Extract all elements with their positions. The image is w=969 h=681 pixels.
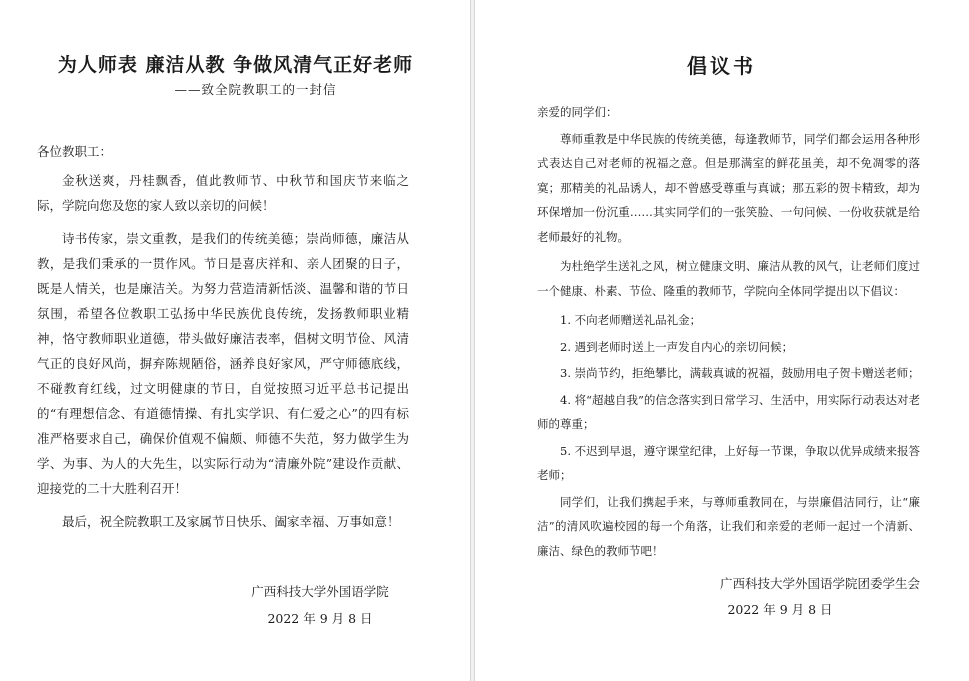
left-paragraph: 最后，祝全院教职工及家属节日快乐、阖家幸福、万事如意！ bbox=[62, 514, 400, 529]
proposal-item: 2. 遇到老师时送上一声发自内心的亲切问候； bbox=[560, 339, 794, 354]
left-letter-body bbox=[37, 168, 409, 542]
proposal-item: 3. 崇尚节约，拒绝攀比，满载真诚的祝福，鼓励用电子贺卡赠送老师； bbox=[560, 366, 920, 380]
proposal-item: 4. 将“超越自我”的信念落实到日常学习、生活中，用实际行动表达对老师的尊重； bbox=[537, 392, 920, 431]
right-paragraph: 为杜绝学生送礼之风，树立健康文明、廉洁从教的风气，让老师们度过一个健康、朴素、节俭、隆重的教师节，学院向全体同学提出以下倡议： bbox=[537, 259, 920, 298]
left-paragraph: 金秋送爽，丹桂飘香，值此教师节、中秋节和国庆节来临之际，学院向您及您的家人致以亲切的问候！ bbox=[37, 173, 409, 213]
right-closing-paragraph: 同学们，让我们携起手来，与尊师重教同在，与崇廉倡洁同行，让“廉洁”的清风吹遍校园的每一个角落，让我们和亲爱的老师一起过一个清新、廉洁、绿色的教师节吧！ bbox=[537, 494, 920, 558]
left-letter-salutation: 各位教职工： bbox=[37, 144, 113, 159]
right-letter-title: 倡议书 bbox=[687, 54, 756, 78]
right-letter-salutation: 亲爱的同学们： bbox=[537, 105, 618, 119]
left-letter-subtitle: ——致全院教职工的一封信 bbox=[174, 82, 337, 97]
left-paragraph: 诗书传家，崇文重教，是我们的传统美德；崇尚师德，廉洁从教，是我们秉承的一贯作风。节日是喜庆祥和、亲人团聚的日子，既是人情关，也是廉洁关。为努力营造清新恬淡、温馨和谐的节日氛围，希望各位教职工弘扬中华民族优良传统，发扬教师职业精神，恪守教师职业道德，带头做好廉洁表率，倡树文明节俭、风清气正的良好风尚，摒弃陈规陋俗，涵养良好家风，严守师德底线，不碰教育红线，过文明健康的节日，自觉按照习近平总书记提出的“有理想信念、有道德情操、有扎实学识、有仁爱之心”的四有标准严格要求自己，确保价值观不偏颇、师德不失范，努力做学生为学、为事、为人的大先生，以实际行动为“清廉外院”建设作贡献、迎接党的二十大胜利召开！ bbox=[37, 231, 409, 496]
proposal-item: 5. 不迟到早退，遵守课堂纪律，上好每一节课，争取以优异成绩来报答老师； bbox=[537, 443, 920, 482]
proposal-item: 1. 不向老师赠送礼品礼金； bbox=[560, 313, 702, 327]
right-paragraph: 尊师重教是中华民族的传统美德，每逢教师节，同学们都会运用各种形式表达自己对老师的祝福之意。但是那满室的鲜花虽美，却不免凋零的落寞；那精美的礼品诱人，却不曾感受尊重与真诚；那五彩的贺卡精致，却为环保增加一份沉重……其实同学们的一张笑脸、一句问候、一份收获就是给老师最好的礼物。 bbox=[537, 131, 920, 244]
right-signature-date: 2022 年 9 月 8 日 bbox=[727, 602, 833, 617]
left-signature-org: 广西科技大学外国语学院 bbox=[251, 584, 389, 599]
left-letter-title: 为人师表 廉洁从教 争做风清气正好老师 bbox=[57, 54, 414, 76]
left-signature-date: 2022 年 9 月 8 日 bbox=[267, 611, 373, 626]
right-letter-body bbox=[537, 100, 920, 568]
right-signature-org: 广西科技大学外国语学院团委学生会 bbox=[719, 576, 920, 591]
